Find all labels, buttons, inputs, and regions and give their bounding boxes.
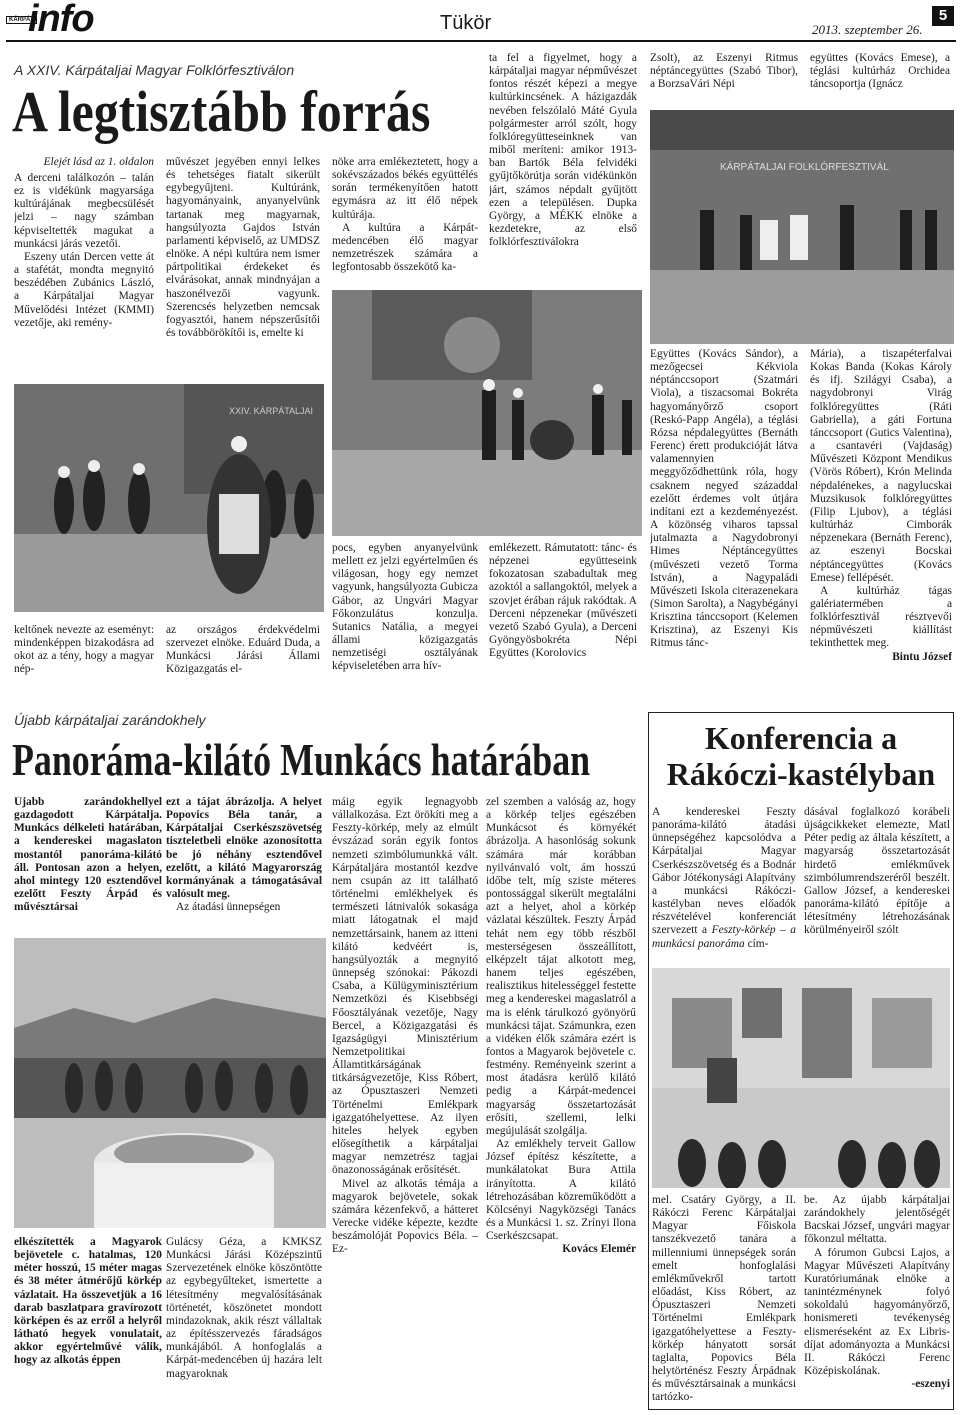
paragraph: dásával foglalkozó korábeli újságcikkeket elemezte, Matl Péter pedig az általa készített, a magyarság összetartozását hirdető emlékművek szimbólumrendszeréről beszélt. Gallow József, a kendereskei panoráma-kilátó építője a létesítmény létrehozásának körülményeiről szólt [804, 806, 950, 937]
paragraph: máig egyik legnagyobb vállalkozása. Ezt örökíti meg a Feszty-körkép, mely az elmúlt évszázad során egyik fontos nemzeti szimbólumunkká vált. Kárpátaljára mostantól kezdve nem csupán az itt található történelmi emlékhelyek és természeti látnivalók sokasága miatt látogatnak el majd nemzettársaink, hanem az itteni kilátó kedvéért is, hangsúlyozták a megnyitó ünnepség szónokai: Pákozdi Csaba, a Külügyminisztérium Nemzetközi és Kisebbségi Főosztályának vezetője, Nagy Bercel, a Közigazgatási és Igazságügyi Minisztérium Nemzetpolitikai Államtitkárságának titkárságvezetője, Kiss Róbert, az Ópusztaszeri Nemzeti Történelmi Emlékpark igazgatóhelyettese. Az ilyen hiteles helyek egyben elősegíthetik a kárpátaljai magyar nemzetrész tagjai önazonosságának erősítését. [332, 796, 478, 1177]
article1-col1-bottom [14, 624, 154, 704]
paragraph: A kultúrház tágas galériatermében a folklórfesztivál résztvevői népművészeti kiállítást tekinthettek meg. [810, 584, 952, 650]
masthead [6, 0, 126, 40]
paragraph: Újabb zarándokhellyel gazdagodott Kárpátalja. Munkács délkeleti határában, a kendereskei magaslaton mostantól panoráma-kilátó áll. Pontosan azon a helyen, ahol mintegy 120 esztendővel ezelőtt Feszty Árpád és művésztársai [14, 796, 162, 914]
paragraph: Mivel az alkotás témája a magyarok bejövetele, sokak számára kézenfekvő, a hátteret Verecke vidéke képezte, kezdte beszámolóját Popovics Béla. – Ez- [332, 1177, 478, 1256]
paragraph: nöke arra emlékeztetett, hogy a sokévszázados békés együttélés során termékenyítően hatott egymásra az itt élő népek kultúrája. [332, 156, 478, 221]
paragraph: az országos érdekvédelmi szervezet elnöke. Eduárd Duda, a Munkácsi Járási Állami Közigazgatás el- [166, 624, 320, 676]
section-title: Tükör [440, 12, 492, 34]
article1-col3-bottom [332, 542, 478, 704]
paragraph: ta fel a figyelmet, hogy a kárpátaljai magyar népművészet fontos részét képezi a megye kultúrkincsének. A házigazdák nevében felszólaló Máté Gyula polgármester arról szólt, hogy folklóregyütteseinknek van miből meríteni: amikor 1913-ban Bartók Béla felvidéki gyűjtőkörútja során vidékünkön járt, számos népdalt gyűjtött ezen a településen. Dupka György, a MÉKK elnöke a kezdetekre, az első folklórfesztiválokra [489, 52, 637, 249]
event-title: Feszty-körkép – a munkácsi panoráma [652, 924, 796, 950]
folk-dancers-photo-2 [332, 290, 642, 536]
text-span: cím- [747, 937, 769, 950]
article2-col2-bottom [166, 1236, 322, 1408]
article2-col3 [332, 796, 478, 1408]
article1-col2-bottom [166, 624, 320, 704]
signature: Bintu József [892, 650, 952, 663]
article3-col1-bottom [652, 1194, 796, 1408]
article1-col5-top [650, 52, 798, 108]
article2-kicker: Újabb kárpátaljai zarándokhely [14, 712, 206, 728]
paragraph: emlékezett. Rámutatott: tánc- és népzenei együtteseink fokozatosan szabadultak meg azoktól a sallangoktól, melyek a szovjet érában rájuk rakódtak. A Derceni népzenekar (művészeti vezető Szabó Gyula), a Derceni Gyöngyösbokréta Népi Együttes (Korolovics [489, 542, 637, 660]
page-number: 5 [932, 6, 954, 26]
paragraph: Együttes (Kovács Sándor), a mezőgecsei Kékviola néptánccsoport (Szatmári Viola), a tiszacsomai Bokréta hagyományőrző csoport (Reskó-Papp Angéla), a téglási Rózsa népdalegyüttes (Bernáth Ferenc) érett produkcióját látva valamennyien meggyőződhettünk róla, hogy csaknem negyed századdal ezelőtt érdemes volt útjára indítani ezt a kezdeményezést. A közönség viharos tapssal jutalmazta a Nagydobronyi Himes Néptáncegyüttes (művészeti vezető Torma István), a Nagypaládi Művészeti Iskola citerazenekara (Simon Sarolta), a Nagybégányi Krisztina tánccsoport (Kelemen Krisztina), az Eszenyi Kis Ritmus tánc- [650, 348, 798, 650]
paragraph: keltőnek nevezte az eseményt: mindenképpen bizakodásra ad okot az a tény, hogy a magyar nép- [14, 624, 154, 676]
paragraph: Az átadási ünnepségen [176, 901, 281, 914]
paragraph: be. Az újabb kárpátaljai zarándokhely jelentőségét Bacskai József, ungvári magyar főkonzul méltatta. [804, 1194, 950, 1246]
article2-col2-top [166, 796, 322, 936]
paragraph: művészet jegyében ennyi lelkes és tehetséges fiatalt sikerült egybegyűjteni. Kultúránk, hagyományaink, anyanyelvünk tartanak meg magyarnak, hangsúlyozta Gajdos István parlamenti képviselő, az UMDSZ elnöke. A népi kultúra nem ismer pártpolitikai érdekeket és elvárásokat, annak mindnyájan a haszonélvezői vagyunk. Szerencsés helyzetben nemcsak fogyasztói, hanem népszerűsítői és továbbörökítői is, emelte ki [166, 156, 320, 340]
article2-col1-bottom [14, 1236, 162, 1408]
article3-col1-top [652, 806, 796, 964]
text-span: A kendereskei Feszty panoráma-kilátó átadási ünnepségéhez kapcsolódva a Kárpátaljai Magyar Cserkészszövetség és a Bodnár Gábor Jótékonysági Alapítvány a munkácsi Rákóczi-kastélyban neves előadók részvételével konferenciát szervezett a [652, 806, 796, 937]
article3-title: Konferencia a Rákóczi-kastélyban [666, 720, 936, 792]
article1-col3-top [332, 156, 478, 286]
paragraph: zel szemben a valóság az, hogy a körkép teljes egészében Munkácsot és környékét ábrázolja. A hasonlóság sokunk számára már korábban nyilvánvaló volt, ám hosszú időbe telt, míg sziste méteres pontossággal sikerült megtalálni azt a helyet, ahol a körkép vázlatai készültek. Feszty Árpád tehát nem egy több részből mesterségesen összeállított, elképzelt tájat alkotott meg, hanem teljes egészében, realisztikus hitelességgel festette meg a kendereskei magaslatról a ma is elénk tárulkozó gyönyörű munkácsi tájat. Számunkra, ezen a vidéken élők számára ezért is fontos a Magyarok bejövetele c. festmény. Reményeink szerint a most átadásra kerülő kilátó pedig a Kárpát-medencei magyarság összetartozását erősíti, szellemi, lelki megújulását szolgálja. [486, 796, 636, 1137]
stage-dancers-photo [650, 110, 954, 344]
article1-title: A legtisztább forrás [12, 79, 431, 144]
article1-col6-bottom [810, 348, 952, 704]
paragraph [652, 806, 796, 951]
article3-col2-top [804, 806, 950, 964]
issue-date: 2013. szeptember 26. [812, 22, 923, 37]
paragraph: A fórumon Gubcsi Lajos, a Magyar Művészeti Alapítvány Kuratóriumának elnöke a tanintézménynek folyó sokoldalú hagyományőrző, honismereti tevékenység elismeréseként az Ex Libris-díjat adományozta a Munkácsi II. Rákóczi Ferenc Középiskolának. [804, 1246, 950, 1378]
article1-col4-bottom [489, 542, 637, 704]
paragraph: elkészítették a Magyarok bejövetele c. hatalmas, 120 méter hosszú, 15 méter magas és 38 méter átmérőjű körkép vázlatait. Ha összevetjük a 16 darab baszlatpara gravírozott körképen és az erről a helyről látható hegyek vonulatait, akkor egyértelművé válik, hogy az alkotás éppen [14, 1236, 162, 1367]
logo-tag: KÁRPÁT [6, 16, 37, 24]
paragraph: Mária), a tiszapéterfalvai Kokas Banda (Kokas Károly és ifj. Szilágyi Csaba), a nagydobronyi Virág folklóregyüttes (Ráti Gabriella), a gáti Fortuna tánccsoport (Gutics Valentina), a csantavéri (Vajdaság) Művészeti Központ Mendikus (Vörös Róbert), Krón Melinda népdalénekes, a nagylucskai Muzsikusok folklóregyüttes (Filip Ljubov), a téglási kultúrház Cimborák népzenekara (Bernáth Ferenc), az eszenyi Bocskai néptáncegyüttes (Kovács Emese) fellépését. [810, 348, 952, 584]
article1-col5-bottom [650, 348, 798, 704]
header-rule [6, 40, 956, 42]
article2-title: Panoráma-kilátó Munkács határában [12, 734, 591, 785]
continuation-note: Elejét lásd az 1. oldalon [43, 156, 154, 168]
paragraph: A kultúra a Kárpát-medencében élő magyar nemzetrészek számára a legfontosabb összekötő ka- [332, 221, 478, 274]
folk-dancers-photo-1 [14, 384, 324, 612]
logo: info [28, 0, 94, 40]
conference-photo [652, 968, 950, 1188]
article1-kicker: A XXIV. Kárpátaljai Magyar Folklórfesztiválon [14, 62, 295, 78]
paragraph: Eszeny után Dercen vette át a stafétát, mondta megnyitó beszédében Zubánics László, a Kárpátaljai Magyar Művelődési Intézet (KMMI) vezetője, aki remény- [14, 250, 154, 329]
svg-text:XXIV. KÁRPÁTALJAI: XXIV. KÁRPÁTALJAI [229, 406, 314, 416]
paragraph: Gulácsy Géza, a KMKSZ Munkácsi Járási Középszintű Szervezetének elnöke köszöntötte az egybegyűlteket, ismertette a létesítmény megvalósításának történetét, köszönetet mondott mindazoknak, akik részt vállaltak az építésszervezés fáradságos munkájából. A honfoglalás a Kárpát-medencében új hazára lelt magyaroknak [166, 1236, 322, 1380]
article2-col1-top [14, 796, 162, 936]
article1-col2-top [166, 156, 320, 382]
paragraph: együttes (Kovács Emese), a téglási kultúrház Orchidea táncsoportja (Ignácz [810, 52, 950, 91]
article1-col1-top [14, 172, 154, 382]
paragraph: mel. Csatáry György, a II. Rákóczi Ferenc Kárpátaljai Magyar Főiskola tanszékvezető tanára a millenniumi ünnepségek során emelt honfoglalási emlékművekről tartott előadást, Kiss Róbert, az Ópusztaszeri Nemzeti Történelmi Emlékpark igazgatóhelyettese a Feszty-körkép hányatott sorsát taglalta, Popovics Béla helytörténész Feszty Árpádnak és művésztársainak a munkácsi tartózko- [652, 1194, 796, 1404]
article2-col4 [486, 796, 636, 1408]
signature: -eszenyi [911, 1378, 950, 1391]
paragraph: A derceni találkozón – talán ez is vidékünk magyarsága kultúrájának megbecsülését jelzi – nagy számban képviseltették magukat a munkácsi járás vezetői. [14, 172, 154, 250]
svg-text:KÁRPÁTALJAI FOLKLÓRFESZTIVÁL: KÁRPÁTALJAI FOLKLÓRFESZTIVÁL [720, 162, 889, 173]
paragraph: Az emlékhely terveit Gallow József építész készítette, a munkálatokat Bura Attila irányította. A kilátó létrehozásában közreműködött a Kölcsényi Nagyközségi Tanács és a Munkácsi 1. sz. Zrínyi Ilona Cserkészcsapat. [486, 1138, 636, 1243]
article1-col6-top [810, 52, 950, 108]
signature: Kovács Elemér [562, 1243, 636, 1256]
paragraph: ezt a tájat ábrázolja. A helyet Popovics Béla tanár, a Kárpátaljai Cserkészszövetség tiszteletbeli elnöke azonosította be jó néhány esztendővel ezelőtt, a kilátó Magyarország kormányának a támogatásával valósult meg. [166, 796, 322, 901]
article1-col4-top [489, 52, 637, 288]
paragraph: Zsolt), az Eszenyi Ritmus néptáncegyüttes (Szabó Tibor), a BorzsaVári Népi [650, 52, 798, 91]
paragraph: pocs, egyben anyanyelvünk mellett ez jelzi egyértelműen és világosan, hogy egy nemzet vagyunk, hangsúlyozta Gubicza Gábor, az Ungvári Magyar Főkonzulátus konzulja. Sutanics Natália, a megyei állami közigazgatás nemzetiségi osztályának képviseletében arra hív- [332, 542, 478, 673]
article3-col2-bottom [804, 1194, 950, 1408]
panorama-lookout-photo [14, 938, 326, 1228]
